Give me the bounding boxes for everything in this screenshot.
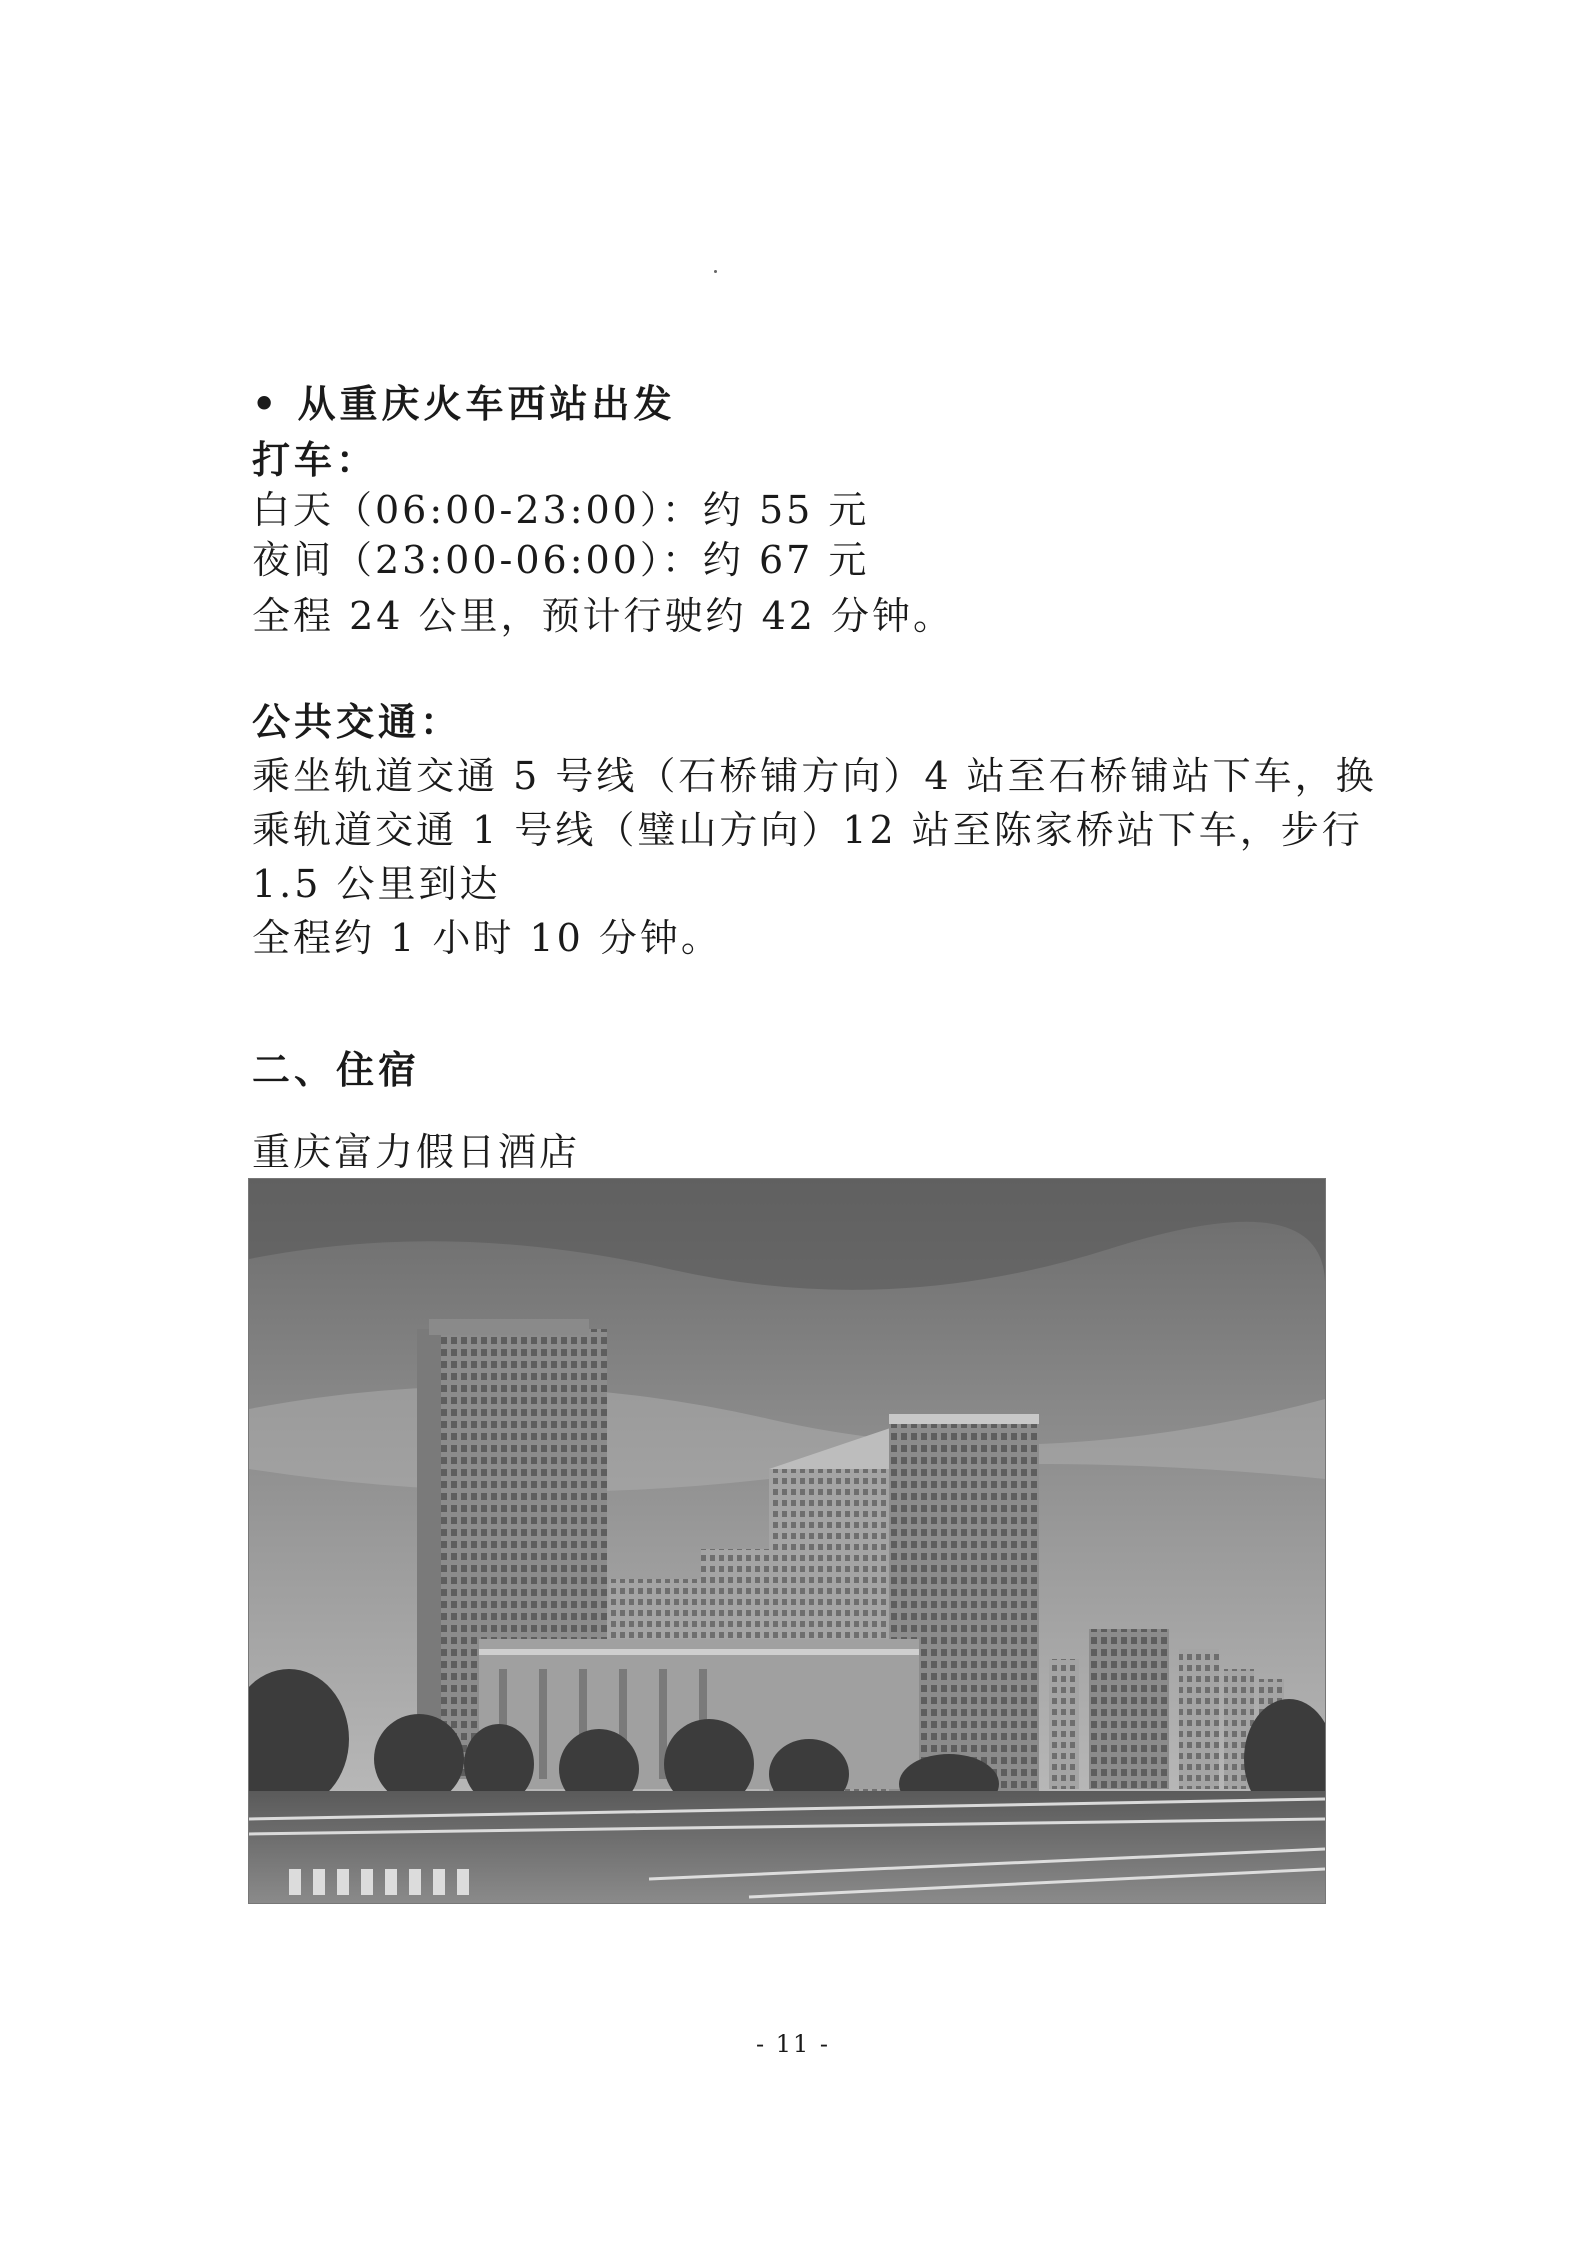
lodging-heading: 二、住宿	[252, 1048, 421, 1092]
transit-line-1: 乘坐轨道交通 5 号线（石桥铺方向）4 站至石桥铺站下车，换	[252, 754, 1377, 798]
transit-line-3: 1.5 公里到达	[252, 862, 501, 906]
departure-heading-text: 从重庆火车西站出发	[297, 382, 676, 426]
transit-summary: 全程约 1 小时 10 分钟。	[252, 916, 722, 960]
taxi-day-fare: 白天（06:00-23:00）：约 55 元	[252, 488, 870, 532]
transit-heading: 公共交通：	[252, 700, 463, 744]
hotel-photo	[248, 1178, 1326, 1904]
hotel-name: 重庆富力假日酒店	[252, 1130, 581, 1174]
taxi-summary: 全程 24 公里，预计行驶约 42 分钟。	[252, 594, 955, 638]
page-number: - 11 -	[755, 2030, 830, 2058]
bullet-icon: •	[252, 382, 281, 426]
transit-line-2: 乘轨道交通 1 号线（璧山方向）12 站至陈家桥站下车，步行	[252, 808, 1363, 852]
taxi-night-fare: 夜间（23:00-06:00）：约 67 元	[252, 538, 870, 582]
hotel-photo-icon	[249, 1179, 1325, 1903]
departure-heading	[252, 380, 676, 428]
taxi-heading: 打车：	[252, 438, 379, 482]
scan-speck	[714, 270, 717, 273]
